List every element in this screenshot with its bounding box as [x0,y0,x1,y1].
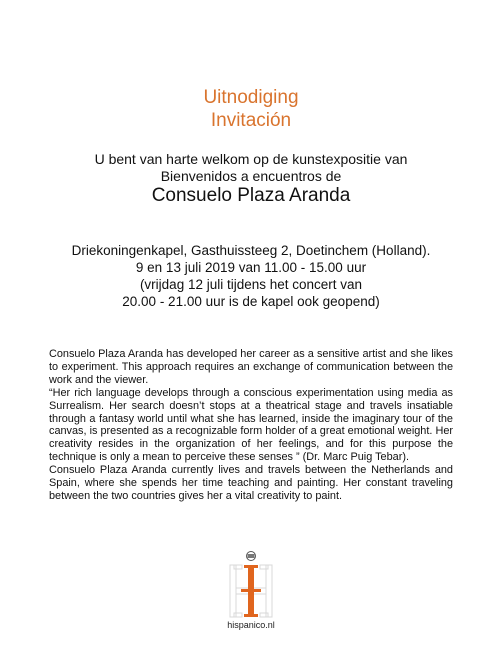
artist-name: Consuelo Plaza Aranda [151,185,351,206]
bio-paragraph-1: Consuelo Plaza Aranda has developed her career as a sensitive artist and she likes to experiment. This approach requires an exchange of communication between the work and the viewer. [49,348,453,386]
title-spanish: Invitación [210,110,292,131]
event-note-line-1: (vrijdag 12 juli tijdens het concert van [139,277,363,292]
event-note-line-2: 20.00 - 21.00 uur is de kapel ook geopend) [122,294,380,309]
event-dates: 9 en 13 juli 2019 van 11.00 - 15.00 uur [135,260,367,275]
logo-caption: hispanico.nl [227,620,275,630]
event-details [0,242,502,310]
event-location: Driekoningenkapel, Gasthuissteeg 2, Doetinchem (Holland). [71,243,431,258]
welcome-line-spanish: Bienvenidos a encuentros de [160,168,342,184]
bio-paragraph-3: Consuelo Plaza Aranda currently lives and travels between the Netherlands and Spain, where she spends her time teaching and painting. Her constant traveling between the two countries gives her a vital creativity to paint. [49,464,453,502]
welcome-line-dutch: U bent van harte welkom op de kunstexpositie van [94,151,408,167]
artist-biography [49,348,453,503]
title-dutch: Uitnodiging [203,87,299,108]
bio-paragraph-2: “Her rich language develops through a conscious experimentation using media as Surrealism. Her search doesn’t stops at a theatrical stage and travels insatiable through a fantasy world until what she has learned, inside the imaginary tour of the canvas, is presented as a recognizable form holder of a great emotional weight. Her creativity resides in the organization of her feelings, and for this purpose the technique is only a mean to perceive these senses ” (Dr. Marc Puig Tebar). [49,386,453,464]
invitation-title [0,86,502,132]
welcome-text [0,151,502,185]
